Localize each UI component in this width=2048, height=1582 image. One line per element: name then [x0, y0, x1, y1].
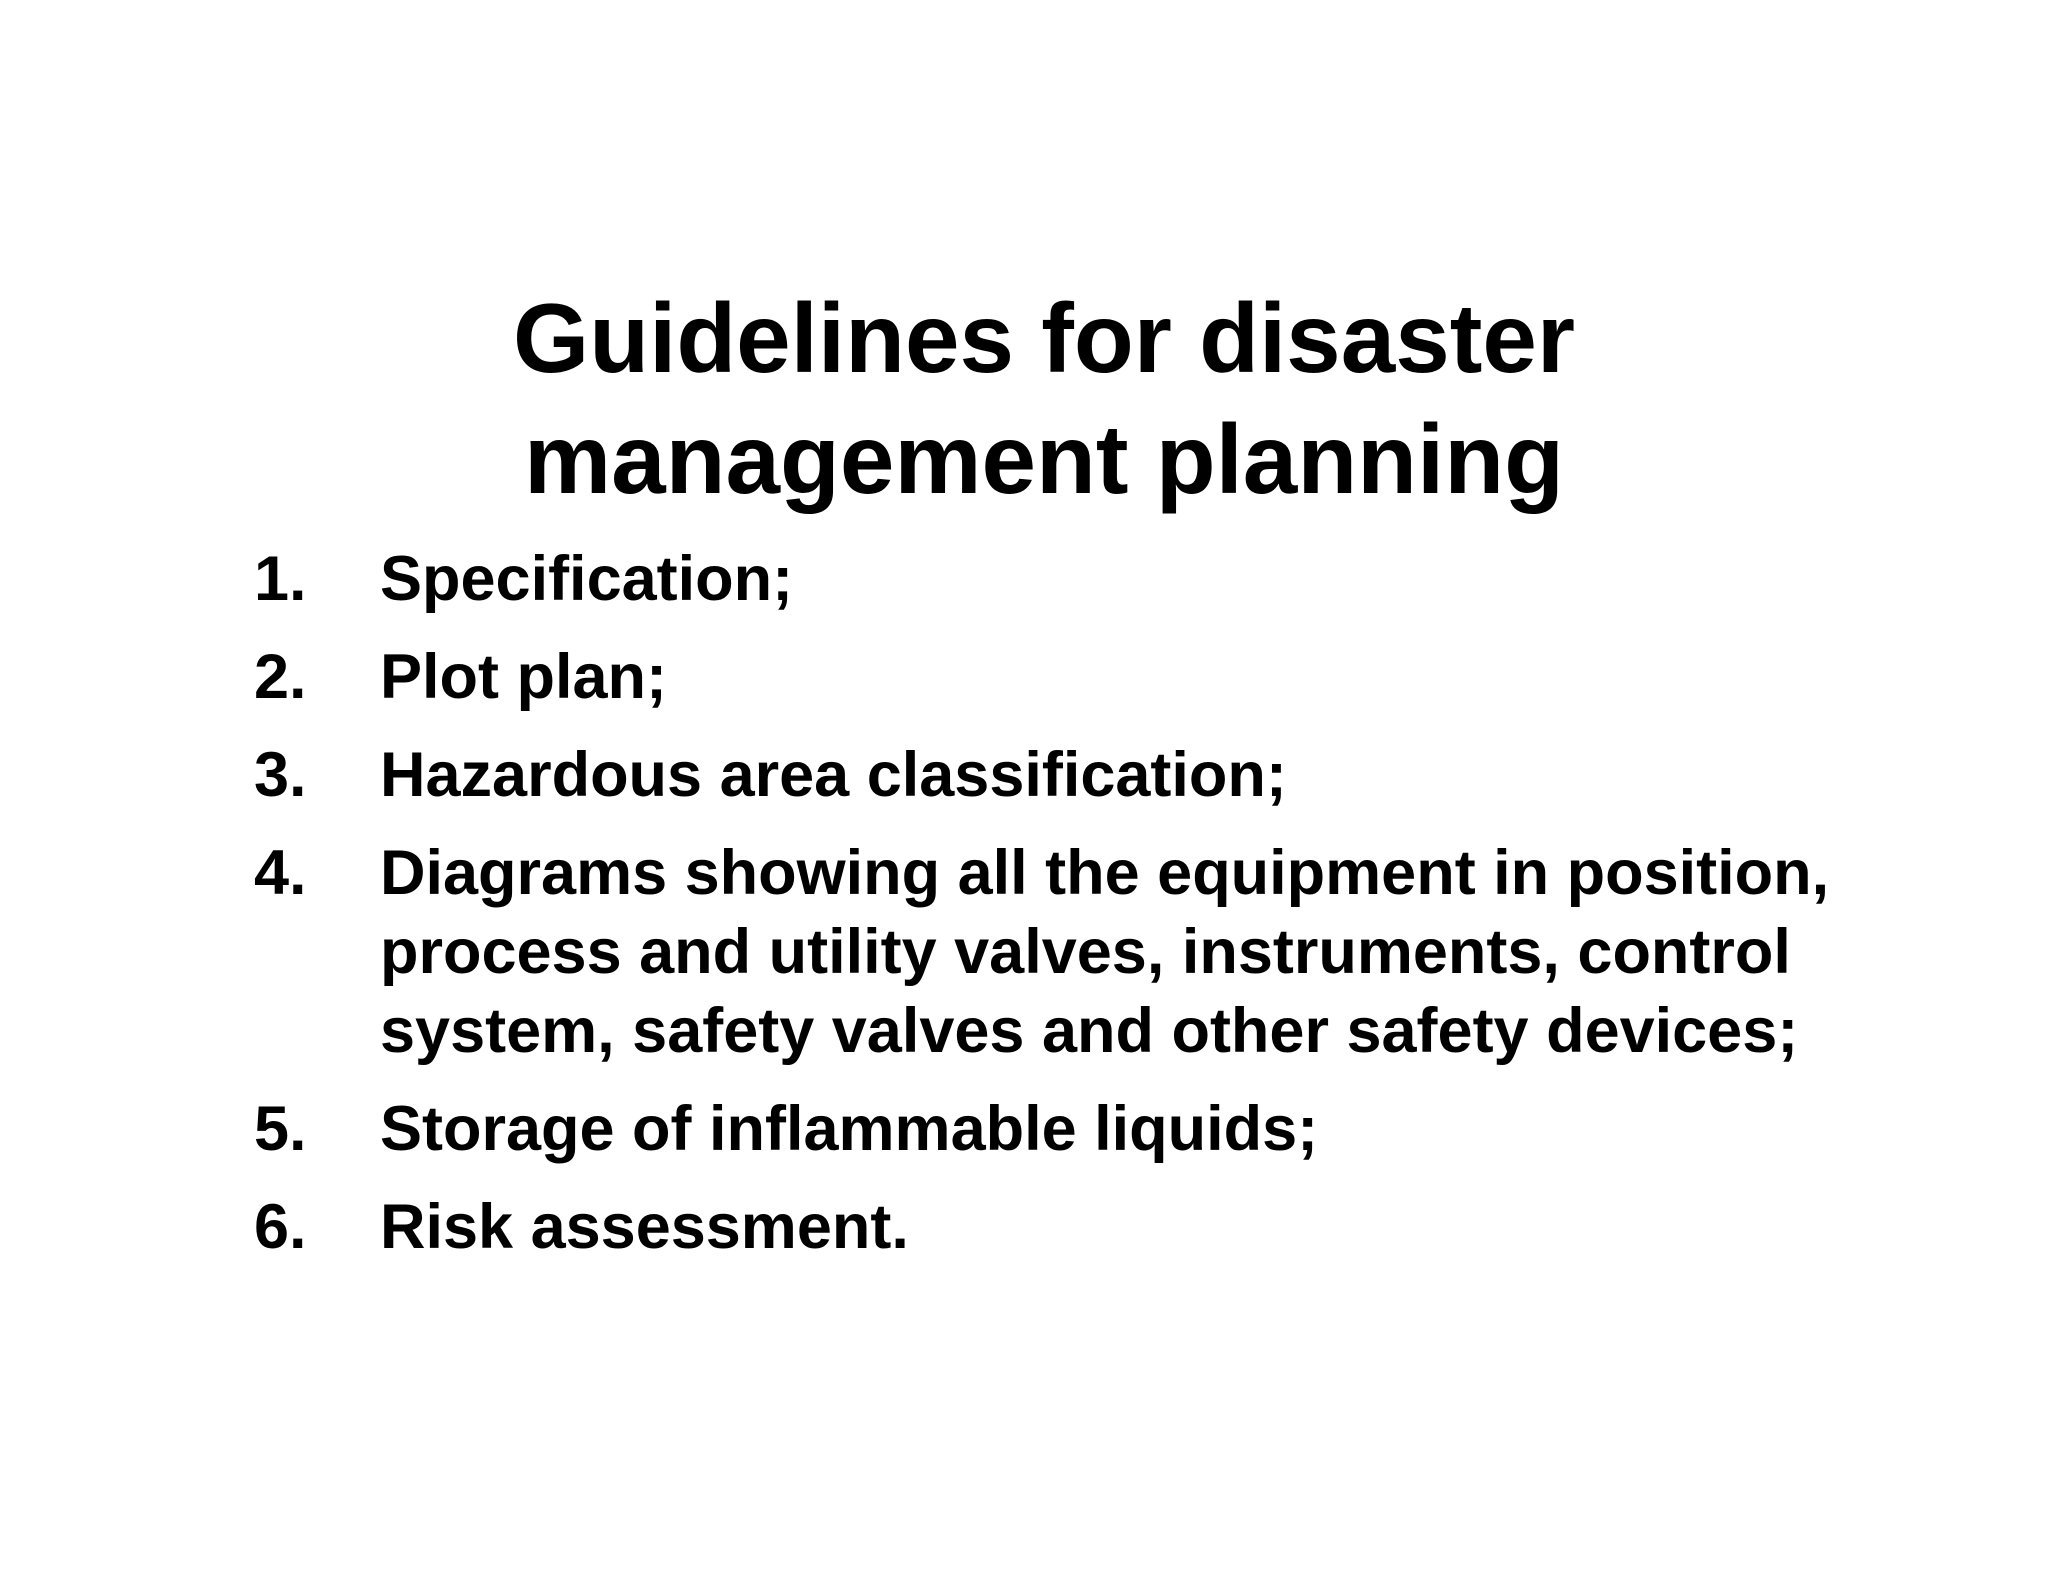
list-item-number: 6. — [254, 1192, 307, 1262]
list-item — [254, 1188, 1974, 1267]
list-item-number: 2. — [254, 642, 307, 712]
list-item-number: 1. — [254, 544, 307, 614]
list-item — [254, 736, 1974, 815]
list-item-text: Hazardous area classification; — [380, 740, 1287, 810]
list-item-text: Plot plan; — [380, 642, 667, 712]
list-item-text: Specification; — [380, 544, 794, 614]
list-item — [254, 834, 1974, 1071]
list-item-text: Diagrams showing all the equipment in position, process and utility valves, instruments, control system, safety valves and other safety devices; — [380, 838, 1830, 1066]
list-item-text: Risk assessment. — [380, 1192, 909, 1262]
slide-title-line-2: management planning — [523, 404, 1564, 514]
guidelines-list — [254, 540, 1974, 1286]
slide-title-line-1: Guidelines for disaster — [513, 283, 1575, 393]
list-item-text: Storage of inflammable liquids; — [380, 1094, 1319, 1164]
list-item — [254, 638, 1974, 717]
list-item-number: 4. — [254, 838, 307, 908]
slide-title — [0, 278, 2048, 520]
list-item — [254, 540, 1974, 619]
list-item-number: 3. — [254, 740, 307, 810]
list-item-number: 5. — [254, 1094, 307, 1164]
list-item — [254, 1090, 1974, 1169]
